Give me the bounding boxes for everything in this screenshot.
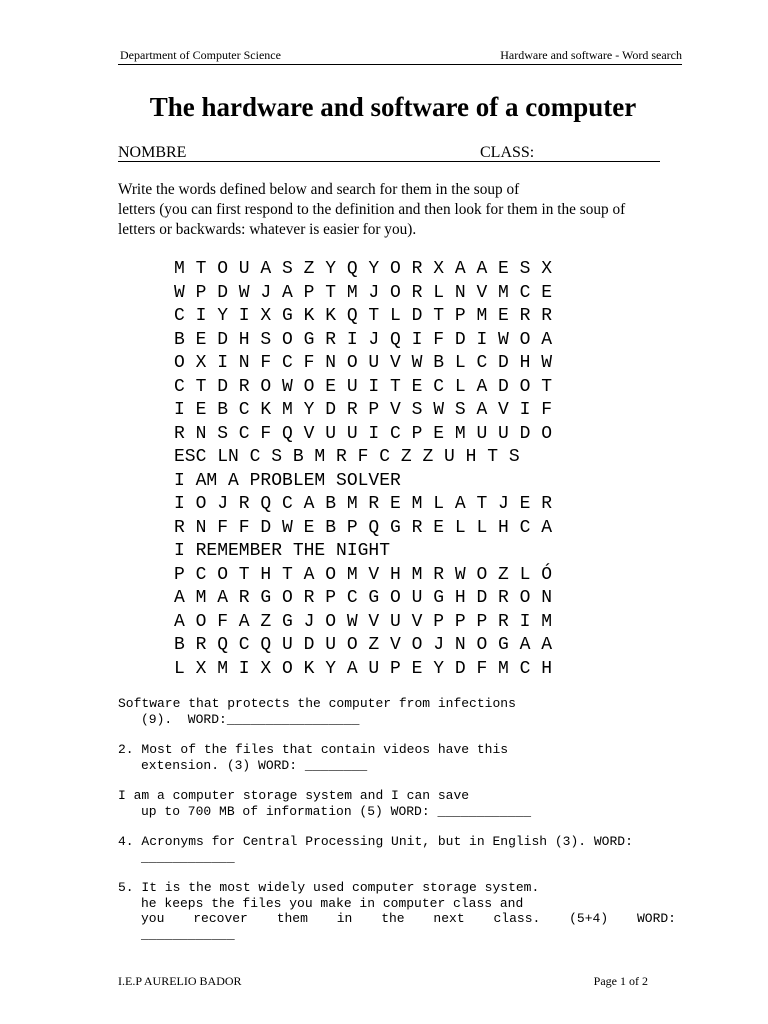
grid-row: R N S C F Q V U U I C P E M U U D O bbox=[174, 423, 553, 444]
question-text: 4. Acronyms for Central Processing Unit, but in English (3). WORD: bbox=[118, 834, 633, 849]
instructions-line: letters (you can first respond to the definition and then look for them in the soup of bbox=[118, 201, 626, 218]
question-answer-line: ____________ bbox=[141, 926, 235, 942]
question-text: I am a computer storage system and I can save bbox=[118, 788, 470, 803]
grid-row: A O F A Z G J O W V U V P P P R I M bbox=[174, 611, 553, 632]
question-text: he keeps the files you make in computer class and bbox=[141, 895, 524, 911]
grid-row: I E B C K M Y D R P V S W S A V I F bbox=[174, 400, 553, 420]
word-search-grid bbox=[174, 258, 644, 681]
header-department: Department of Computer Science bbox=[120, 48, 281, 62]
grid-row: W P D W J A P T M J O R L N V M C E bbox=[174, 282, 553, 303]
nombre-label: NOMBRE bbox=[118, 144, 187, 161]
grid-row: O X I N F C F N O U V W B L C D H W bbox=[174, 353, 553, 373]
name-class-underline bbox=[118, 161, 660, 162]
class-label: CLASS: bbox=[480, 144, 535, 161]
grid-row: B R Q C Q U D U O Z V O J N O G A A bbox=[174, 635, 553, 655]
grid-row: L X M I X O K Y A U P E Y D F M C H bbox=[174, 658, 553, 679]
grid-row: I REMEMBER THE NIGHT bbox=[174, 541, 391, 561]
page-title: The hardware and software of a computer bbox=[149, 92, 637, 122]
grid-row: C I Y I X G K K Q T L D T P M E R R bbox=[174, 306, 553, 326]
question-4 bbox=[118, 834, 688, 865]
header-subject: Hardware and software - Word search bbox=[500, 48, 682, 62]
grid-row: P C O T H T A O M V H M R W O Z L Ó bbox=[174, 564, 553, 585]
question-text: you recover them in the next class. (5+4) WORD: bbox=[141, 911, 676, 926]
question-text: 2. Most of the files that contain videos have this bbox=[118, 742, 509, 757]
footer-page-number: Page 1 of 2 bbox=[593, 974, 648, 988]
question-answer-line: up to 700 MB of information (5) WORD: ____________ bbox=[141, 803, 532, 819]
question-text: 5. It is the most widely used computer storage system. bbox=[118, 880, 540, 895]
question-answer-line: extension. (3) WORD: ________ bbox=[141, 757, 368, 773]
grid-row: A M A R G O R P C G O U G H D R O N bbox=[174, 588, 553, 608]
grid-row: M T O U A S Z Y Q Y O R X A A E S X bbox=[174, 259, 553, 279]
instructions-line: letters or backwards: whatever is easier for you). bbox=[118, 221, 417, 238]
instructions bbox=[118, 180, 688, 240]
grid-row: ESC LN C S B M R F C Z Z U H T S bbox=[174, 447, 520, 467]
question-5 bbox=[118, 880, 688, 942]
question-3 bbox=[118, 788, 688, 819]
header-divider bbox=[118, 64, 682, 65]
question-text: Software that protects the computer from infections bbox=[118, 696, 516, 711]
grid-row: R N F F D W E B P Q G R E L L H C A bbox=[174, 517, 553, 538]
question-answer-line: ____________ bbox=[141, 849, 235, 865]
grid-row: C T D R O W O E U I T E C L A D O T bbox=[174, 376, 553, 397]
question-2 bbox=[118, 742, 688, 773]
footer-school: I.E.P AURELIO BADOR bbox=[118, 974, 242, 988]
grid-row: B E D H S O G R I J Q I F D I W O A bbox=[174, 329, 553, 350]
questions-list bbox=[118, 696, 688, 957]
question-1 bbox=[118, 696, 688, 727]
name-class-row bbox=[118, 144, 660, 164]
grid-row: I AM A PROBLEM SOLVER bbox=[174, 470, 401, 491]
grid-row: I O J R Q C A B M R E M L A T J E R bbox=[174, 494, 553, 514]
instructions-line: Write the words defined below and search for them in the soup of bbox=[118, 181, 520, 198]
question-answer-line: (9). WORD:_________________ bbox=[141, 711, 360, 727]
